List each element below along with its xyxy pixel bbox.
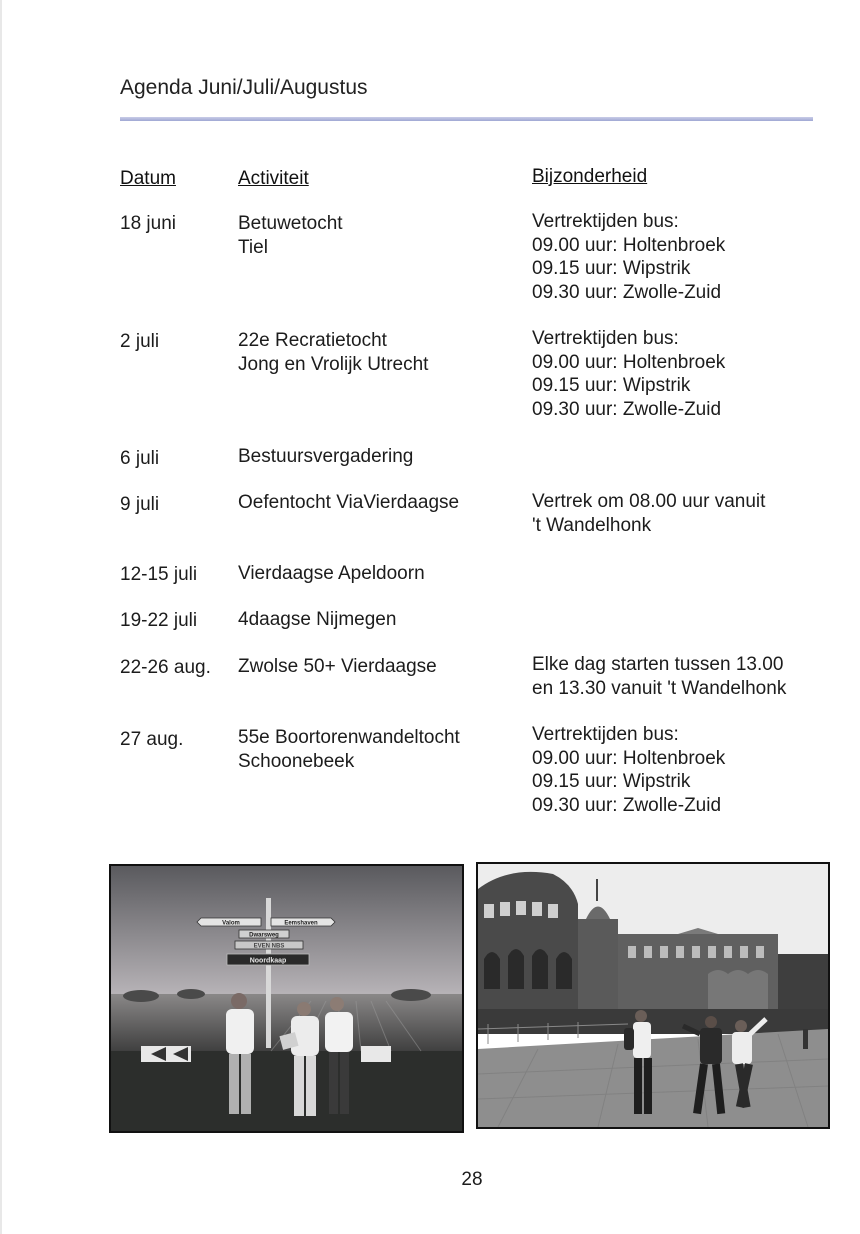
- row-note: Elke dag starten tussen 13.00 en 13.30 vanuit 't Wandelhonk: [532, 654, 787, 699]
- column-header-activity: Activiteit: [238, 168, 309, 189]
- sign-text: Eemshaven: [284, 920, 318, 927]
- page-title: Agenda Juni/Juli/Augustus: [120, 76, 368, 99]
- row-note: Vertrek om 08.00 uur vanuit 't Wandelhonk: [532, 491, 766, 536]
- row-note: Vertrektijden bus: 09.00 uur: Holtenbroek 09.15 uur: Wipstrik 09.30 uur: Zwolle-Zuid: [532, 724, 726, 816]
- row-activity: Betuwetocht Tiel: [238, 213, 343, 258]
- row-date: 18 juni: [120, 213, 176, 234]
- signpost-photo-image: [111, 866, 462, 1131]
- photo-walkers-signpost: [109, 864, 464, 1133]
- row-activity: Vierdaagse Apeldoorn: [238, 563, 425, 584]
- column-header-date: Datum: [120, 168, 176, 189]
- row-activity: 4daagse Nijmegen: [238, 609, 397, 630]
- title-divider: [120, 117, 813, 121]
- column-header-note: Bijzonderheid: [532, 166, 648, 187]
- row-note: Vertrektijden bus: 09.00 uur: Holtenbroek 09.15 uur: Wipstrik 09.30 uur: Zwolle-Zuid: [532, 211, 726, 303]
- row-date: 22-26 aug.: [120, 657, 211, 678]
- photo-boulevard-building: [476, 862, 830, 1129]
- row-activity: 22e Recratietocht Jong en Vrolijk Utrecht: [238, 330, 429, 375]
- boulevard-photo-image: [478, 864, 828, 1127]
- row-note: Vertrektijden bus: 09.00 uur: Holtenbroek 09.15 uur: Wipstrik 09.30 uur: Zwolle-Zuid: [532, 328, 726, 420]
- row-date: 6 juli: [120, 448, 160, 469]
- row-activity: Oefentocht ViaVierdaagse: [238, 492, 460, 513]
- sign-text: EVEN NBS: [253, 943, 285, 950]
- row-date: 9 juli: [120, 494, 160, 515]
- row-activity: 55e Boortorenwandeltocht Schoonebeek: [238, 727, 460, 772]
- sign-text: Valom: [222, 920, 240, 927]
- row-activity: Zwolse 50+ Vierdaagse: [238, 656, 437, 677]
- row-date: 2 juli: [120, 331, 160, 352]
- row-activity: Bestuursvergadering: [238, 446, 414, 467]
- sign-text: Dwarsweg: [249, 932, 279, 939]
- page-number: 28: [461, 1169, 483, 1190]
- row-date: 19-22 juli: [120, 610, 198, 631]
- sign-text: Noordkaap: [249, 957, 287, 965]
- row-date: 12-15 juli: [120, 564, 198, 585]
- row-date: 27 aug.: [120, 729, 184, 750]
